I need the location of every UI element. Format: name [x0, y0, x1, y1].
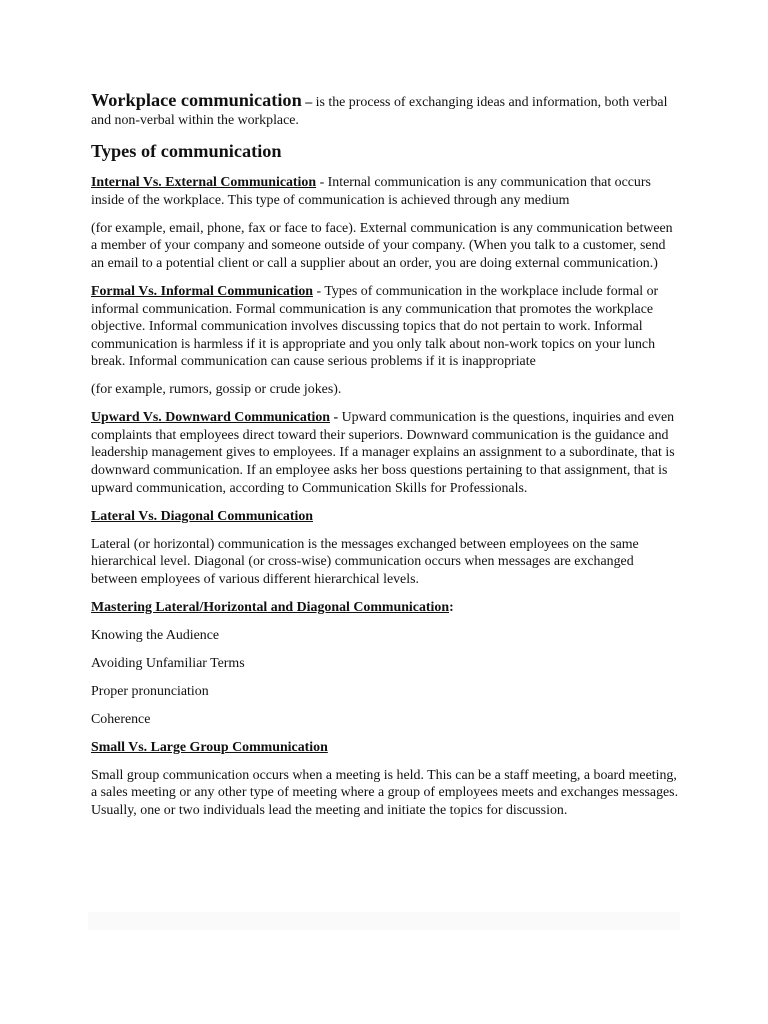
formal-informal-text: - Types of communication in the workplace include formal or informal communication. Formal communication is any communication that promotes the workplace objective. Informal communication involves discussing topics that do not pertain to work. Informal communication is harmless if it is appropriate and you only talk about non-work topics on your lunch break. Informal communication can cause serious problems if it is inappropriate — [91, 283, 659, 370]
intro-definition: is the process of exchanging ideas and information, both verbal and non-verbal within the workplace. — [91, 95, 668, 128]
mastering-colon: : — [449, 599, 454, 615]
intro-paragraph — [91, 92, 681, 129]
internal-external-heading: Internal Vs. External Communication — [91, 175, 317, 191]
lateral-diagonal-paragraph — [91, 536, 681, 589]
formal-informal-text-2: (for example, rumors, gossip or crude jokes). — [91, 382, 342, 398]
upward-downward-separator: - — [330, 410, 339, 426]
internal-external-text-2: (for example, email, phone, fax or face to face). External communication is any communication between a member of your company and someone outside of your company. (When you talk to a customer, send an email to a potential client or call a supplier about an order, you are doing external communication.) — [91, 220, 673, 271]
small-large-heading-line — [91, 739, 681, 757]
document-body — [91, 92, 681, 830]
internal-external-paragraph-2 — [91, 220, 681, 273]
upward-downward-heading: Upward Vs. Downward Communication — [91, 410, 330, 426]
internal-external-text: - Internal communication is any communication that occurs inside of the workplace. This type of communication is achieved through any medium — [91, 175, 651, 208]
lateral-diagonal-heading: Lateral Vs. Diagonal Communication — [91, 508, 313, 524]
intro-term: Workplace communication — [91, 90, 302, 110]
small-large-paragraph — [91, 767, 681, 820]
lateral-diagonal-text: Lateral (or horizontal) communication is the messages exchanged between employees on the same hierarchical level. Diagonal (or cross-wise) communication occurs when messages are exchanged between employees of various different hierarchical levels. — [91, 536, 639, 587]
list-item: Proper pronunciation — [91, 683, 209, 699]
small-large-heading: Small Vs. Large Group Communication — [91, 739, 328, 755]
intro-dash: – — [301, 95, 313, 110]
list-item: Coherence — [91, 711, 151, 727]
mastering-heading-line — [91, 599, 681, 617]
formal-informal-paragraph — [91, 283, 681, 371]
list-item: Avoiding Unfamiliar Terms — [91, 655, 245, 671]
lateral-diagonal-heading-line — [91, 508, 681, 526]
upward-downward-paragraph — [91, 409, 681, 497]
formal-informal-paragraph-2 — [91, 381, 681, 399]
types-title: Types of communication — [91, 141, 282, 162]
mastering-heading: Mastering Lateral/Horizontal and Diagonal Communication — [91, 599, 450, 615]
page-footer-band — [88, 912, 680, 930]
small-large-text: Small group communication occurs when a meeting is held. This can be a staff meeting, a board meeting, a sales meeting or any other type of meeting where a group of employees meets and exchanges messages. Usually, one or two individuals lead the meeting and initiate the topics for discussion. — [91, 767, 679, 818]
internal-external-paragraph — [91, 174, 681, 209]
formal-informal-heading: Formal Vs. Informal Communication — [91, 283, 313, 299]
list-item: Knowing the Audience — [91, 627, 220, 643]
upward-downward-text: Upward communication is the questions, inquiries and even complaints that employees direct toward their superiors. Downward communication is the guidance and leadership management gives to employees. If a manager explains an assignment to a subordinate, that is downward communication. If an employee asks her boss questions pertaining to that assignment, that is upward communication, according to Communication Skills for Professionals. — [91, 410, 675, 496]
